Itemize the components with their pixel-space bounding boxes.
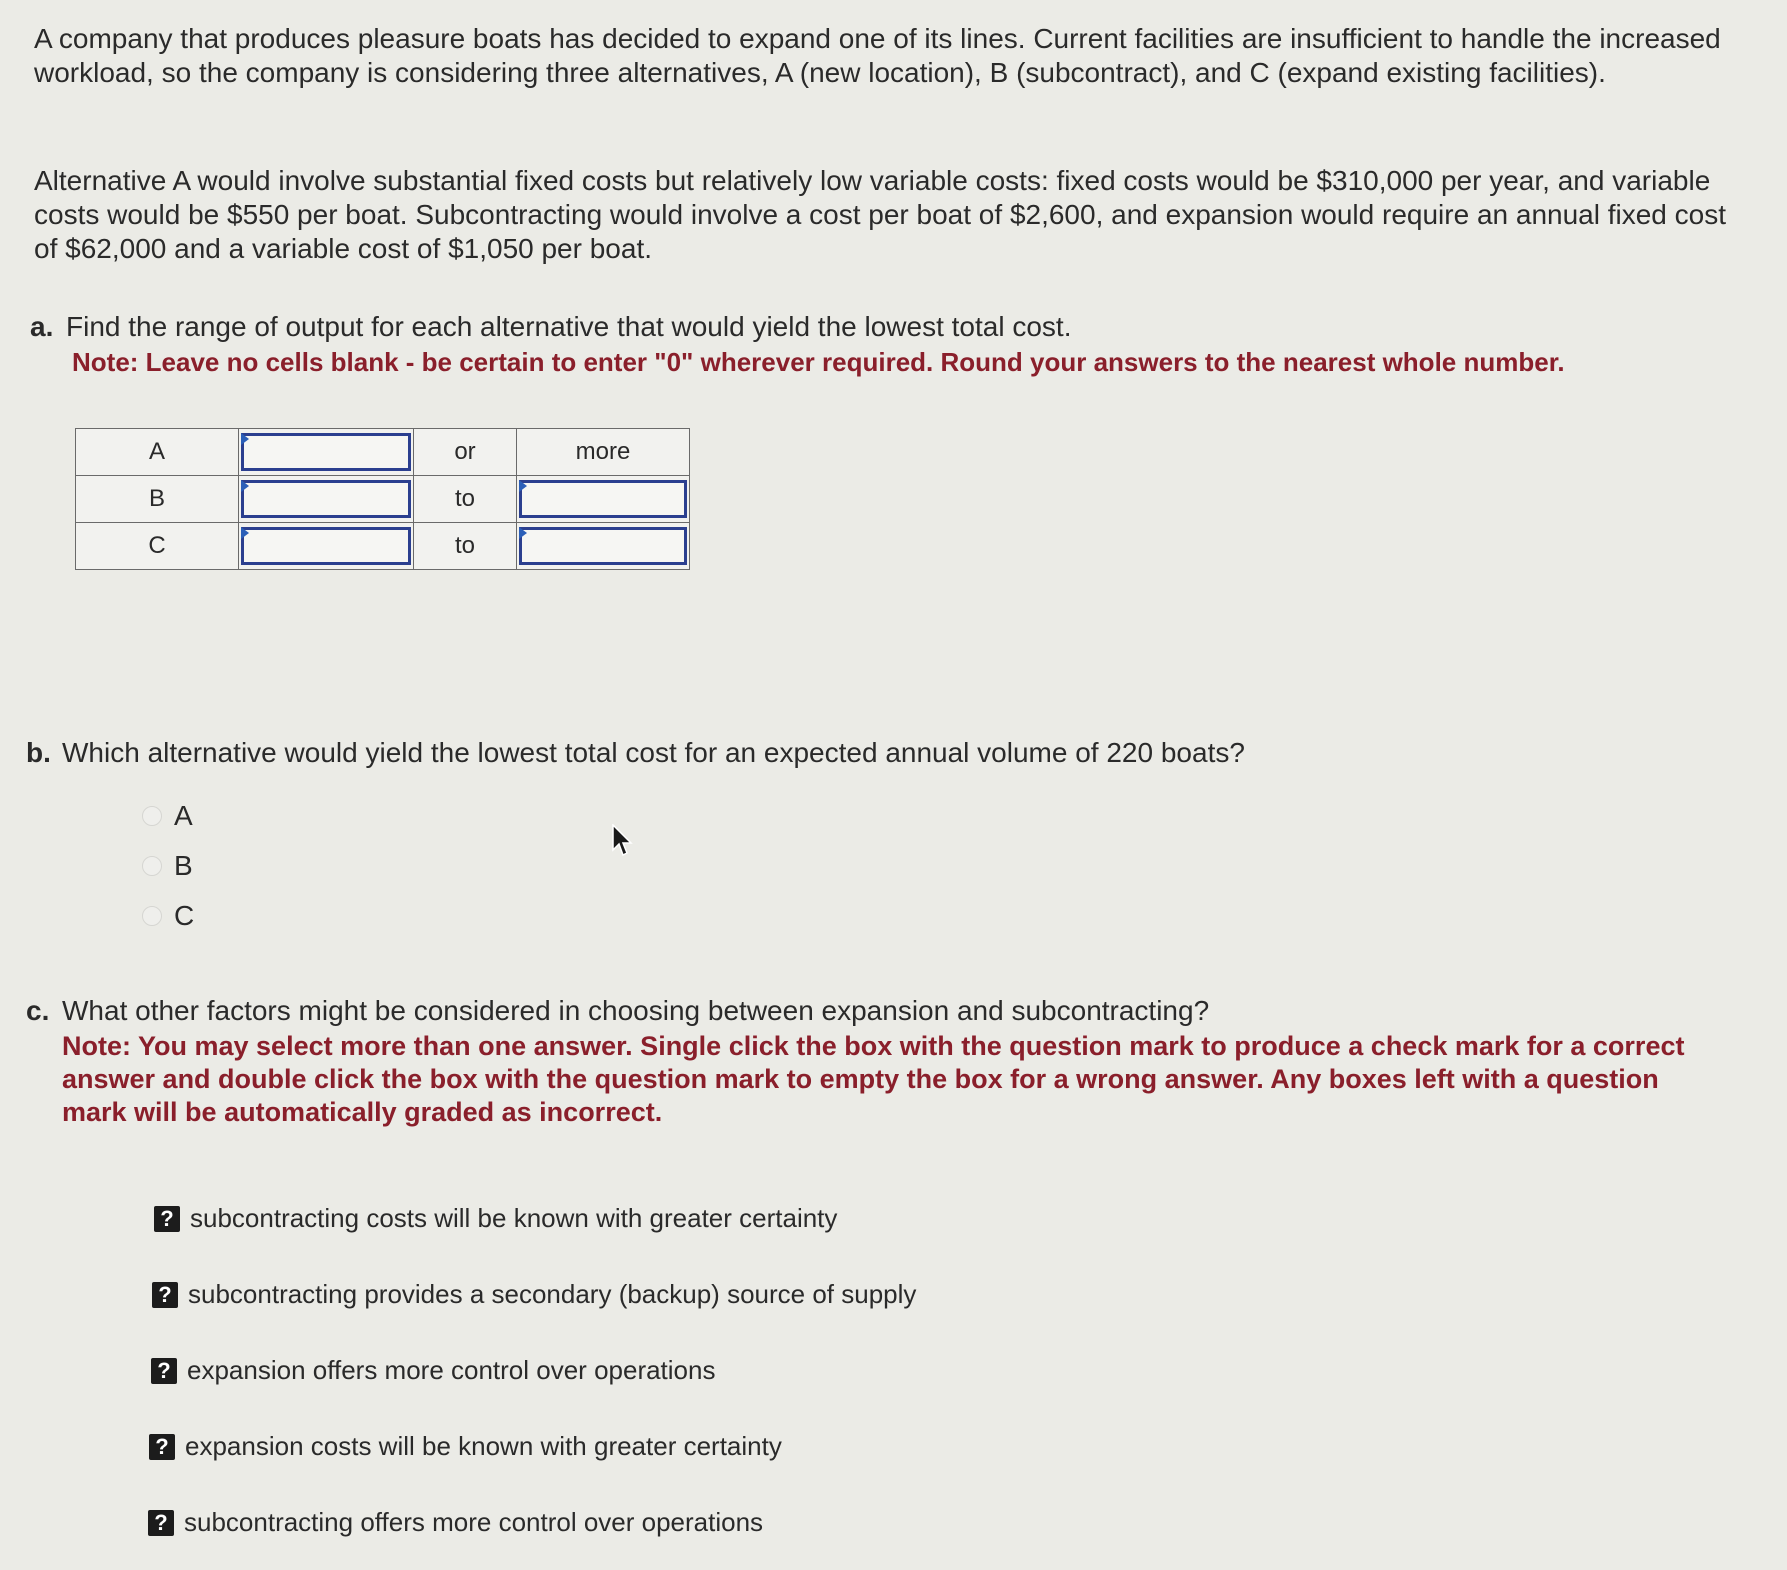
part-c-question (26, 994, 1766, 1028)
row-label-a: A (76, 429, 239, 476)
part-c-note-line-1: Note: You may select more than one answer. Single click the box with the question mark to produce a check mark for a correct (62, 1031, 1685, 1061)
input-b-from[interactable] (241, 480, 411, 518)
mouse-cursor-icon (612, 824, 634, 858)
check-option-label: subcontracting costs will be known with greater certainty (190, 1203, 838, 1233)
row-label-c: C (76, 523, 239, 570)
input-flag-icon (519, 480, 527, 492)
cell-b-to (517, 476, 690, 523)
radio-label: B (174, 850, 193, 881)
part-b-text: Which alternative would yield the lowest total cost for an expected annual volume of 220 boats? (62, 737, 1245, 768)
part-c-letter: c. (26, 995, 50, 1026)
table-row-a (76, 429, 690, 476)
question-mark-box-icon[interactable]: ? (154, 1206, 180, 1232)
radio-button[interactable] (142, 856, 162, 876)
cell-a-from (239, 429, 414, 476)
input-b-to[interactable] (519, 480, 687, 518)
row-c-connector: to (414, 523, 517, 570)
part-a-text: Find the range of output for each alternative that would yield the lowest total cost. (66, 311, 1072, 342)
input-flag-icon (241, 527, 249, 539)
radio-label: A (174, 800, 193, 831)
check-option-2[interactable] (152, 1279, 916, 1310)
part-b-question (26, 736, 1746, 770)
part-c-note-line-3: mark will be automatically graded as incorrect. (62, 1097, 663, 1127)
input-a-from[interactable] (241, 433, 411, 471)
check-option-3[interactable] (151, 1355, 715, 1386)
check-option-5[interactable] (148, 1507, 763, 1538)
input-c-to[interactable] (519, 527, 687, 565)
input-c-from[interactable] (241, 527, 411, 565)
intro-paragraph-2: Alternative A would involve substantial fixed costs but relatively low variable costs: fixed costs would be $310,000 per year, and variable costs would be $550 per boat. Subcontracting would involve a cost per boat of $2,600, and expansion would require an annual fixed cost of $62,000 and a variable cost of $1,050 per boat. (34, 165, 1727, 264)
cell-b-from (239, 476, 414, 523)
radio-label: C (174, 900, 195, 931)
check-option-label: subcontracting offers more control over operations (184, 1507, 764, 1537)
radio-option-c[interactable] (142, 900, 194, 932)
radio-option-a[interactable] (142, 800, 193, 832)
check-option-label: expansion costs will be known with greater certainty (185, 1431, 782, 1461)
part-a-note: Note: Leave no cells blank - be certain to enter "0" wherever required. Round your answers to the nearest whole number. (72, 347, 1565, 377)
input-flag-icon (241, 480, 249, 492)
row-b-connector: to (414, 476, 517, 523)
input-flag-icon (241, 433, 249, 445)
check-option-4[interactable] (149, 1431, 782, 1462)
table-row-c (76, 523, 690, 570)
table-row-b (76, 476, 690, 523)
row-a-end-text: more (517, 429, 690, 476)
check-option-label: expansion offers more control over operations (187, 1355, 716, 1385)
output-range-table (75, 428, 690, 570)
row-a-connector: or (414, 429, 517, 476)
question-mark-box-icon[interactable]: ? (149, 1434, 175, 1460)
check-option-label: subcontracting provides a secondary (backup) source of supply (188, 1279, 917, 1309)
check-option-1[interactable] (154, 1203, 837, 1234)
question-mark-box-icon[interactable]: ? (152, 1282, 178, 1308)
question-mark-box-icon[interactable]: ? (148, 1510, 174, 1536)
part-c-text: What other factors might be considered in choosing between expansion and subcontracting? (62, 995, 1210, 1026)
row-label-b: B (76, 476, 239, 523)
part-a-question (30, 310, 1750, 344)
cell-c-from (239, 523, 414, 570)
input-flag-icon (519, 527, 527, 539)
radio-option-b[interactable] (142, 850, 193, 882)
part-c-note-line-2: answer and double click the box with the question mark to empty the box for a wrong answer. Any boxes left with a question (62, 1064, 1659, 1094)
radio-button[interactable] (142, 806, 162, 826)
part-b-letter: b. (26, 737, 51, 768)
cell-c-to (517, 523, 690, 570)
intro-paragraph-1: A company that produces pleasure boats has decided to expand one of its lines. Current facilities are insufficient to handle the increased workload, so the company is considering three alternatives, A (new location), B (subcontract), and C (expand existing facilities). (34, 23, 1721, 88)
question-mark-box-icon[interactable]: ? (151, 1358, 177, 1384)
radio-button[interactable] (142, 906, 162, 926)
part-a-letter: a. (30, 311, 54, 342)
